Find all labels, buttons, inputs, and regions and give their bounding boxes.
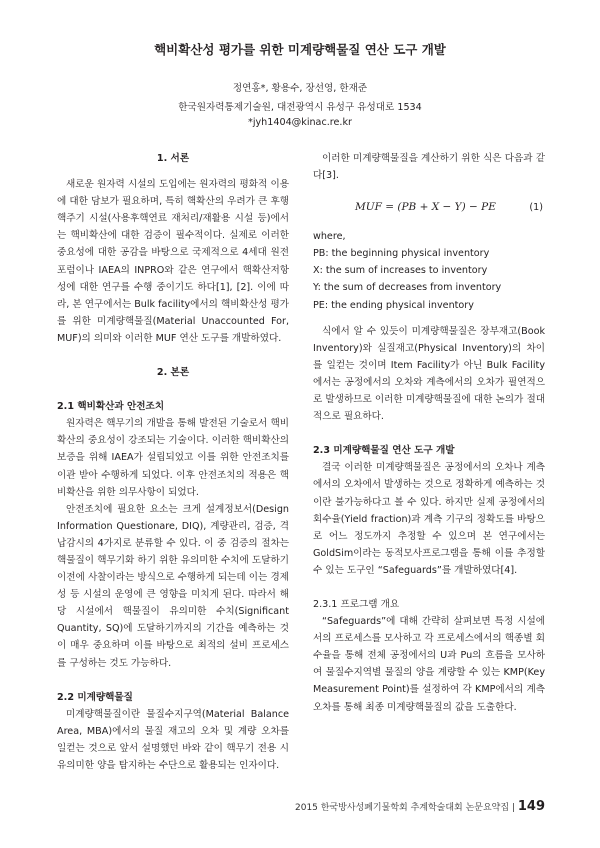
author-list: 정연홍*, 황용수, 장선영, 한재준: [232, 83, 368, 94]
paragraph-2-2-a: 미계량핵물질이란 물질수지구역(Material Balance Area, MBA)에서의 물질 재고의 오차 및 계량 오차를 일컫는 것으로 앞서 설명했던 바와 같이 핵무기 전용 시 유의미한 양을 탐지하는 수단으로 활용되는 인자이다.: [57, 708, 289, 771]
paragraph-2-1-a: 원자력은 핵무기의 개발을 통해 발전된 기술로서 핵비확산의 중요성이 강조되는 기술이다. 이러한 핵비확산의 보증을 위해 IAEA가 설립되었고 이를 위한 안전조치를 이관 받아 수행하게 되었다. 이후 안전조치의 적용은 핵비확산을 위한 의무사항이 되었다.: [57, 418, 289, 498]
definition-x: X: the sum of increases to inventory: [313, 265, 488, 277]
page-footer: [295, 799, 545, 814]
paragraph-2-1-b: 안전조치에 필요한 요소는 크게 설계정보서(Design Information Questionare, DIQ), 계량관리, 검증, 격납감시의 4가지로 분류할 수 있다. 이 중 검증의 절차는 핵물질이 핵무기화 하기 위한 유의미한 수치에 도달하기 이전에 사찰이라는 방식으로 수행하게 되는데 이는 경제성 등 시설의 운영에 큰 영향을 미치게 된다. 따라서 해당 시설에서 핵물질이 유의미한 수치(Significant Quantity, SQ)에 도달하기까지의 기간을 예측하는 것이 매우 중요하며 이를 바탕으로 최적의 설비 프로세스를 구성하는 것도 가능하다.: [57, 503, 289, 669]
section-heading-body: 2. 본론: [156, 367, 190, 379]
section-heading-introduction: 1. 서론: [156, 153, 190, 164]
subsection-heading-2-3-1: 2.3.1 프로그램 개요: [313, 598, 400, 610]
subsection-heading-2-1: 2.1 핵비확산과 안전조치: [57, 401, 165, 413]
subsection-heading-2-2: 2.2 미계량핵물질: [57, 691, 133, 703]
page-number: 149: [517, 799, 545, 814]
equation-expression: MUF = (PB + X − Y) − PE: [355, 201, 496, 214]
contact-email: *jyh1404@kinac.re.kr: [248, 117, 352, 128]
right-column-body: [313, 150, 545, 716]
footer-text: 2015 한국방사성폐기물학회 추계학술대회 논문요약집: [295, 803, 510, 813]
paper-title: 핵비확산성 평가를 위한 미계량핵물질 연산 도구 개발: [154, 42, 446, 57]
intro-paragraph: 새로운 원자력 시설의 도입에는 원자력의 평화적 이용에 대한 담보가 필요하며, 특히 핵확산의 우려가 큰 후행핵주기 시설(사용후핵연료 재처리/재활용 시설 등)에서는 핵비확산에 대한 검증이 필수적이다. 실제로 이러한 중요성에 대한 공감을 바탕으로 국제적으로 4세대 원전 포럼이나 IAEA의 INPRO와 같은 연구에서 핵확산저항성에 대한 연구를 수행 중이기도 하다[1], [2]. 이에 따라, 본 연구에서는 Bulk facility에서의 핵비확산성 평가를 위한 미계량핵물질(Material Unaccounted For, MUF)의 의미와 이러한 MUF 연산 도구를 개발하였다.: [57, 179, 289, 344]
paragraph-2-2-b: 이러한 미계량핵물질을 계산하기 위한 식은 다음과 같다[3].: [313, 153, 545, 182]
paragraph-2-3-1: “Safeguards”에 대해 간략히 살펴보면 특정 시설에서의 프로세스를 모사하고 각 프로세스에서의 핵종별 회수율을 통해 전체 공정에서의 U과 Pu의 흐름을 모사하여 물질수지역별 물질의 양을 계량할 수 있는 KMP(Key Measurement Point)를 설정하여 각 KMP에서의 계측 오차를 통해 최종 미계량핵물질의 값을 도출한다.: [313, 616, 545, 713]
definition-pe: PE: the ending physical inventory: [313, 299, 474, 311]
definition-y: Y: the sum of decreases from inventory: [313, 282, 502, 294]
equation-number: (1): [529, 202, 543, 214]
paragraph-2-3: 결국 이러한 미계량핵물질은 공정에서의 오차나 계측에서의 오차에서 발생하는 것으로 정확하게 예측하는 것이란 불가능하다고 볼 수 있다. 하지만 실제 공정에서의 회수율(Yield fraction)과 계측 기구의 정확도를 바탕으로 어느 정도까지 추정할 수 있으며 본 연구에서는 GoldSim이라는 동적모사프로그램을 통해 이를 추정할 수 있는 도구인 “Safeguards”를 개발하였다[4].: [313, 462, 545, 576]
equation-1: [313, 192, 545, 222]
where-label: where,: [313, 231, 346, 243]
definition-pb: PB: the beginning physical inventory: [313, 248, 490, 260]
paragraph-2-2-c: 식에서 알 수 있듯이 미계량핵물질은 장부재고(Book Inventory)와 실질재고(Physical Inventory)의 차이를 일컫는 것이며 Item Facility가 아닌 Bulk Facility에서는 공정에서의 오차와 계측에서의 오차가 필연적으로 발생하므로 이러한 미계량핵물질에 대한 논의가 절대적으로 필요하다.: [313, 325, 545, 423]
affiliation: 한국원자력통제기술원, 대전광역시 유성구 유성대로 1534: [178, 102, 422, 113]
footer-separator: |: [511, 803, 515, 813]
subsection-heading-2-3: 2.3 미계량핵물질 연산 도구 개발: [313, 445, 455, 457]
left-column: [57, 150, 289, 774]
